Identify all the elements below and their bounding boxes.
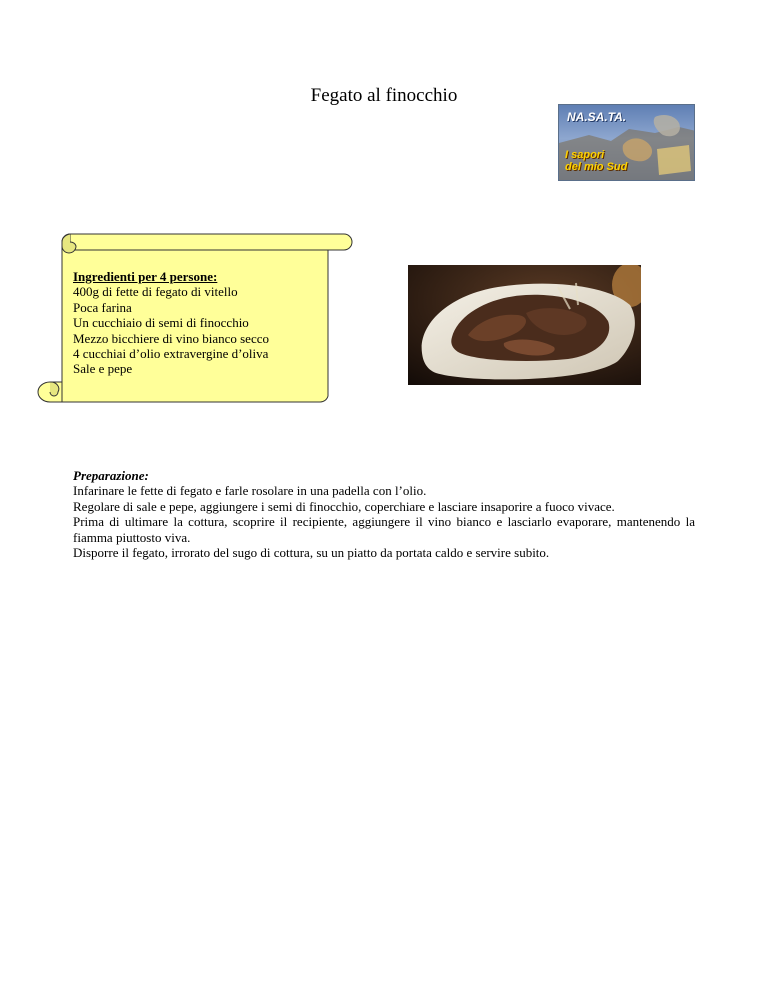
logo-brand: NA.SA.TA.	[567, 110, 627, 124]
preparation-step: Infarinare le fette di fegato e farle rosolare in una padella con l’olio.	[73, 483, 427, 499]
preparation-step: Disporre il fegato, irrorato del sugo di cottura, su un piatto da portata caldo e servire subito.	[73, 545, 550, 561]
ingredient-item: Un cucchiaio di semi di finocchio	[73, 315, 249, 331]
preparation-step: Regolare di sale e pepe, aggiungere i semi di finocchio, coperchiare e lasciare insaporire a fuoco vivace.	[73, 498, 615, 514]
ingredients-heading: Ingredienti per 4 persone:	[73, 269, 218, 284]
logo-tagline-line-2: del mio Sud	[565, 161, 628, 173]
ingredient-item: 400g di fette di fegato di vitello	[73, 284, 238, 300]
preparation-section	[73, 468, 695, 560]
dish-photo	[408, 265, 641, 385]
ingredient-item: Poca farina	[73, 299, 132, 315]
logo-tagline	[565, 149, 655, 173]
ingredient-item: Mezzo bicchiere di vino bianco secco	[73, 330, 269, 346]
ingredient-item: Sale e pepe	[73, 361, 133, 377]
ingredient-item: 4 cucchiai d’olio extravergine d’oliva	[73, 346, 269, 362]
preparation-step: Prima di ultimare la cottura, scoprire il recipiente, aggiungere il vino bianco e lasciarlo evaporare, mantenendo la fiamma piuttosto viva.	[73, 514, 695, 545]
ingredients-list	[73, 269, 269, 377]
nasata-logo	[558, 104, 695, 181]
page-title: Fegato al finocchio	[310, 85, 458, 106]
dish-illustration	[408, 265, 641, 385]
preparation-heading: Preparazione:	[73, 468, 149, 483]
logo-tagline-line-1: I sapori	[565, 149, 605, 161]
